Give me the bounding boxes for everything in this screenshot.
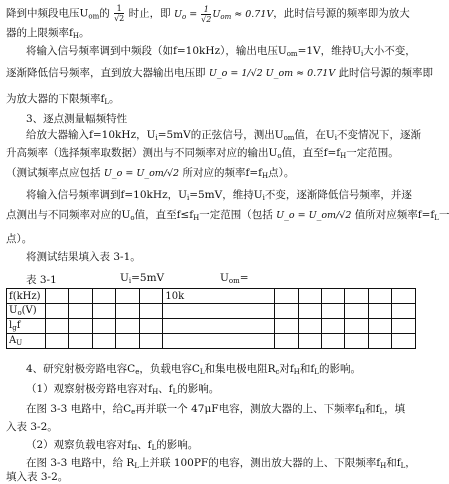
text-line	[6, 66, 434, 81]
text-line	[6, 232, 417, 246]
table-cell	[322, 319, 345, 334]
subscript: L	[434, 214, 439, 222]
text-span: 在图 3-3 电路中，给C	[26, 403, 132, 415]
subscript: om	[228, 277, 240, 285]
text-span: ，	[405, 457, 416, 469]
text-line	[6, 4, 417, 24]
table-cell	[7, 319, 46, 334]
subscript: e	[135, 368, 140, 376]
table-row	[7, 334, 416, 349]
text-span: =5mV	[131, 272, 165, 284]
table-cell	[92, 289, 115, 304]
text-span: 逐渐降低信号频率，直到放大器输出电压即	[6, 67, 206, 79]
subscript: o	[277, 152, 282, 160]
text-span: 值，直至f=f	[281, 147, 341, 159]
text-span: 值，在U	[294, 129, 335, 141]
text-span: 和集电极电阻R	[204, 363, 276, 375]
text-span: 时止，即	[128, 7, 171, 20]
table-cell	[298, 319, 321, 334]
table-caption: 表 3-1	[26, 274, 57, 286]
text-line	[26, 128, 422, 145]
text-span: 为放大器的下限频率f	[6, 93, 105, 105]
formula: U_o = U_om/√2	[276, 210, 352, 221]
subscript: H	[131, 444, 138, 452]
table-cell	[322, 334, 345, 349]
text-span: =	[239, 272, 249, 284]
subscript: L	[379, 408, 385, 416]
text-line	[26, 188, 417, 205]
subscript: i	[155, 134, 158, 142]
subscript: H	[358, 408, 366, 416]
table-cell	[275, 289, 298, 304]
subscript: H	[293, 368, 300, 376]
table-cell	[92, 319, 115, 334]
text-line	[6, 146, 417, 163]
table-cell	[7, 334, 46, 349]
section-heading	[26, 112, 417, 126]
text-span: U	[120, 272, 129, 284]
formula: U_o = U_om/√2	[103, 168, 180, 179]
table-cell	[368, 304, 391, 319]
table-cell	[92, 334, 115, 349]
subscript: i	[262, 194, 265, 202]
text-span: A	[9, 335, 17, 346]
table-cell	[298, 304, 321, 319]
fraction	[114, 4, 124, 23]
text-span: 填入表 3-2。	[6, 471, 69, 483]
table-cell	[92, 304, 115, 319]
text-line	[6, 470, 417, 484]
text-line	[26, 250, 417, 264]
formula-op: =	[186, 8, 201, 20]
subscript: i	[360, 50, 364, 58]
table-cell	[116, 319, 139, 334]
text-span: 入表 3-2。	[6, 421, 58, 433]
table-cell	[345, 289, 368, 304]
table-cell	[322, 304, 345, 319]
subscript: L	[400, 462, 406, 470]
text-span: 值，直至f≤f	[134, 209, 194, 221]
table-cell	[69, 334, 92, 349]
table-cell	[345, 304, 368, 319]
text-line	[6, 420, 417, 434]
table-row	[7, 304, 416, 319]
text-line	[6, 208, 449, 225]
formula-var: U	[212, 8, 221, 20]
subscript: H	[340, 152, 347, 160]
subscript: H	[193, 214, 200, 222]
subscript: i	[186, 194, 190, 202]
table-cell	[7, 304, 46, 319]
table-cell	[368, 289, 391, 304]
text-span: ，此时信号源的频率即为放大	[273, 7, 410, 20]
subscript: o	[17, 309, 22, 317]
table-cell	[139, 319, 162, 334]
text-span: 不变情况下，逐渐	[337, 129, 422, 141]
table-cell	[46, 289, 69, 304]
text-span: 和f	[299, 363, 315, 375]
text-span: 。	[109, 93, 120, 105]
table-row	[7, 289, 416, 304]
table-cell	[163, 304, 275, 319]
text-span: 的影响。	[177, 383, 220, 395]
text-line	[26, 382, 417, 399]
table-cell	[275, 304, 298, 319]
subscript: e	[131, 408, 136, 416]
subscript: g	[12, 324, 17, 332]
text-span: 降到中频段电压U	[6, 7, 89, 20]
table-cell: 10k	[163, 289, 275, 304]
text-span: 的影响。	[318, 363, 361, 375]
table-cell	[69, 304, 92, 319]
text-span: 上并联 100PF的电容，测出放大器的上、下限频率f	[138, 457, 381, 469]
table-cell	[392, 334, 416, 349]
fraction-numerator: 1	[201, 5, 211, 15]
table-cell	[368, 334, 391, 349]
text-span: 对f	[279, 363, 294, 375]
table-cell: f(kHz)	[7, 289, 46, 304]
subscript: c	[275, 368, 280, 376]
text-span: 点测出与不同频率对应的U	[6, 209, 131, 221]
text-span: 一定范围。	[346, 147, 399, 159]
text-span: 在图 3-3 电路中，给 R	[26, 457, 135, 469]
table-cell	[275, 334, 298, 349]
text-line	[6, 92, 417, 109]
text-span: 的影响。	[156, 439, 199, 451]
text-line	[26, 438, 417, 455]
table-ui-label	[120, 272, 164, 285]
text-span: 再并联一个 47μF电容，测放大器的上、下频率f	[135, 403, 359, 415]
table-cell	[345, 334, 368, 349]
table-cell	[392, 319, 416, 334]
table-cell	[116, 304, 139, 319]
table-row	[7, 319, 416, 334]
text-span: 将输入信号频率调到中频段（如f=10kHz），输出电压U	[26, 45, 287, 57]
text-span: 和f	[365, 403, 380, 415]
table-cell	[163, 319, 275, 334]
text-span: 升高频率（选择频率取数据）测出与不同频率对应的输出U	[6, 147, 278, 159]
text-span: 点）。	[268, 167, 295, 179]
text-span: 。	[79, 27, 90, 39]
subscript: H	[380, 462, 387, 470]
table-cell	[139, 304, 162, 319]
text-span: 给放大器输入f=10kHz，U	[26, 129, 156, 141]
text-line	[26, 44, 417, 61]
text-span: 不变，逐渐降低信号频率，并逐	[264, 189, 412, 201]
text-span: (V)	[21, 305, 37, 316]
fraction	[201, 5, 211, 24]
subscript: L	[314, 368, 319, 376]
table-cell	[69, 289, 92, 304]
heading-text: 3、逐点测量幅频特性	[26, 113, 128, 125]
formula: U_o = 1/√2 U_om ≈ 0.71V	[208, 68, 336, 79]
table-cell	[69, 319, 92, 334]
text-span: 和f	[386, 457, 401, 469]
text-span: ，负载电容C	[139, 363, 200, 375]
formula-value: ≈ 0.71V	[231, 8, 274, 20]
text-span: 所对应的频率f=f	[182, 167, 263, 179]
text-span: 将输入信号频率调到f=10kHz，U	[26, 189, 187, 201]
text-span: =1V，维持U	[297, 45, 361, 57]
text-line	[6, 26, 417, 43]
text-span: 点）。	[6, 233, 33, 245]
text-span: 一定范围（包括	[199, 209, 273, 221]
table-cell	[298, 334, 321, 349]
text-span: =5mV的正弦信号，测出U	[157, 129, 284, 141]
subscript: H	[152, 388, 159, 396]
text-line	[6, 166, 417, 183]
text-span: 4、研究射极旁路电容C	[26, 363, 136, 375]
table-cell	[322, 289, 345, 304]
text-span: 将测试结果填入表 3-1。	[26, 251, 141, 263]
text-span: f	[16, 320, 21, 331]
formula	[173, 4, 274, 24]
text-span: 器的上限频率f	[6, 27, 73, 39]
subscript: om	[220, 12, 232, 21]
subscript: L	[104, 98, 110, 106]
table-cell	[46, 304, 69, 319]
table-cell	[163, 334, 275, 349]
text-span: （2）观察负载电容对f	[26, 439, 132, 451]
subscript: i	[334, 134, 338, 142]
text-span: 值所对应频率f=f	[354, 209, 435, 221]
text-span: 的	[99, 7, 110, 20]
subscript: om	[283, 134, 295, 142]
subscript: i	[128, 277, 132, 285]
text-span: ，填	[384, 403, 406, 415]
data-table	[6, 288, 416, 349]
subscript: H	[262, 172, 269, 180]
subscript: U	[16, 339, 23, 347]
table-cell	[46, 334, 69, 349]
subscript: L	[134, 462, 139, 470]
text-span: l	[9, 320, 13, 331]
text-span: （测试频率点应包括	[6, 167, 101, 179]
table-cell	[46, 319, 69, 334]
text-line	[26, 402, 417, 419]
subscript: L	[199, 368, 205, 376]
subscript: o	[181, 12, 187, 21]
text-span: U	[9, 305, 18, 316]
table-cell	[116, 289, 139, 304]
table-cell	[368, 319, 391, 334]
table-uom-label	[220, 272, 249, 285]
text-span: U	[220, 272, 229, 284]
subscript: o	[130, 214, 135, 222]
subscript: om	[286, 50, 298, 58]
table-cell	[139, 289, 162, 304]
fraction-denominator: √2	[201, 14, 212, 24]
table-cell	[139, 334, 162, 349]
text-span: 一	[438, 209, 449, 221]
text-span: （1）观察射极旁路电容对f	[26, 383, 153, 395]
subscript: L	[172, 388, 178, 396]
text-span: 此时信号源的频率即	[338, 67, 434, 79]
text-span: =5mV，维持U	[189, 189, 263, 201]
table-cell	[275, 319, 298, 334]
subscript: L	[151, 444, 157, 452]
fraction-denominator: √2	[114, 14, 125, 23]
text-line	[26, 362, 417, 379]
text-span: 、f	[137, 439, 152, 451]
table-cell	[345, 319, 368, 334]
subscript: om	[88, 12, 100, 21]
text-span: 大小不变，	[363, 45, 416, 57]
table-cell	[392, 289, 416, 304]
formula-var: U	[173, 8, 182, 20]
table-cell	[392, 304, 416, 319]
subscript: H	[72, 32, 79, 40]
fraction-numerator: 1	[114, 4, 124, 14]
text-span: 、f	[158, 383, 173, 395]
table-cell	[298, 289, 321, 304]
table-cell	[116, 334, 139, 349]
